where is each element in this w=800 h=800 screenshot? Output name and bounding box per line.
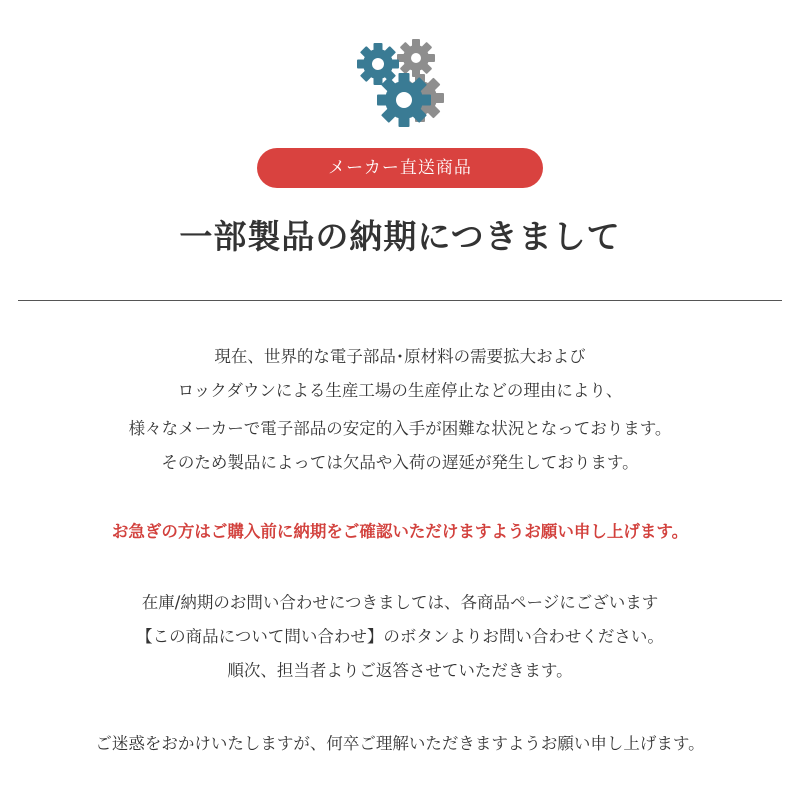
body-line: 様々なメーカーで電子部品の安定的入手が困難な状況となっております。	[128, 419, 672, 438]
divider	[18, 300, 782, 301]
closing-line: ご迷惑をおかけいたしますが、何卒ご理解いただきますようお願い申し上げます。	[95, 734, 705, 753]
maker-direct-badge: メーカー直送商品	[257, 148, 543, 188]
page-title: 一部製品の納期につきまして	[179, 217, 621, 256]
body-line: 順次、担当者よりご返答させていただきます。	[227, 661, 573, 680]
emphasis-notice: お急ぎの方はご購入前に納期をご確認いただけますようお願い申し上げます。	[111, 522, 689, 541]
body-line: 現在、世界的な電子部品･原材料の需要拡大および	[214, 347, 586, 366]
body-line: そのため製品によっては欠品や入荷の遅延が発生しております。	[161, 453, 639, 472]
gears-icon	[352, 38, 448, 130]
body-line: 【この商品について問い合わせ】のボタンよりお問い合わせください。	[136, 627, 664, 646]
body-line: 在庫/納期のお問い合わせにつきましては、各商品ページにございます	[141, 593, 659, 612]
body-line: ロックダウンによる生産工場の生産停止などの理由により、	[177, 381, 623, 400]
